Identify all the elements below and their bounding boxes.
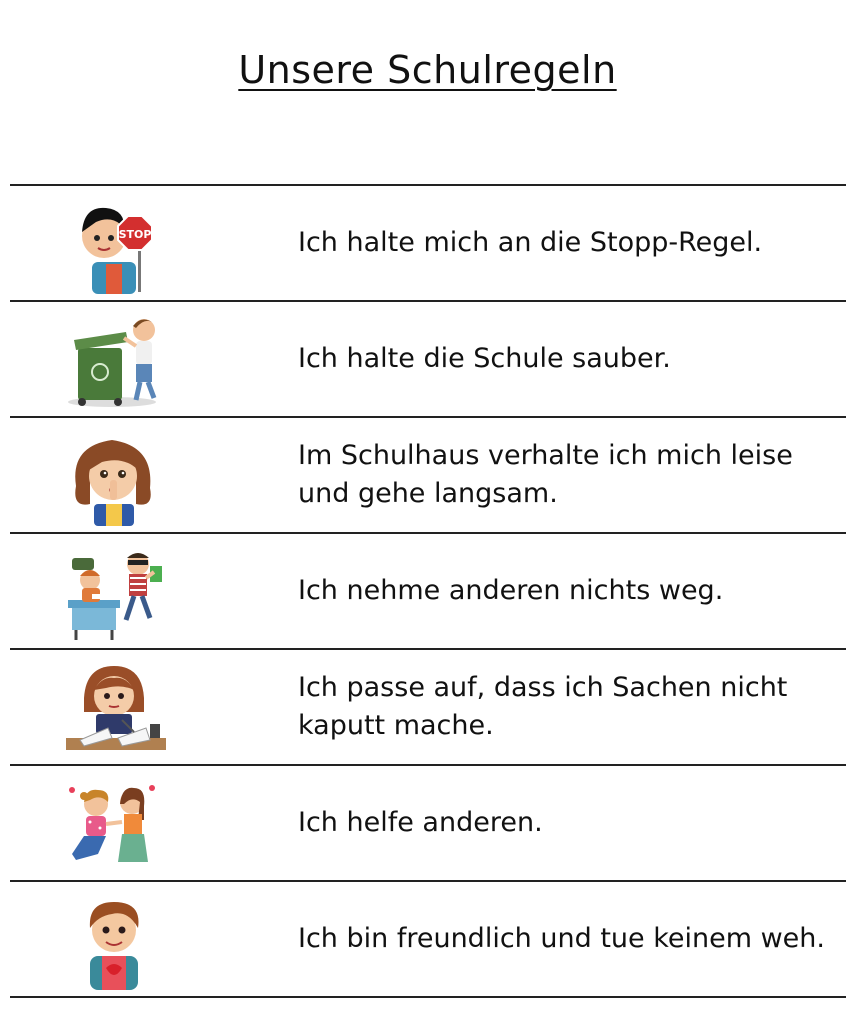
girl-shushing-icon bbox=[62, 426, 166, 526]
rule-text: Im Schulhaus verhalte ich mich leise und gehe langsam. bbox=[298, 440, 793, 509]
rule-text: Ich bin freundlich und tue keinem weh. bbox=[298, 923, 825, 954]
rule-row bbox=[10, 184, 846, 300]
child-holding-stop-sign-icon bbox=[62, 194, 166, 294]
rule-text: Ich passe auf, dass ich Sachen nicht kaputt mache. bbox=[298, 672, 788, 741]
rule-row bbox=[10, 764, 846, 880]
rule-text: Ich halte mich an die Stopp-Regel. bbox=[298, 227, 763, 258]
child-breaking-book-icon bbox=[62, 658, 166, 758]
rule-row bbox=[10, 416, 846, 532]
child-at-recycling-bin-icon bbox=[62, 310, 166, 410]
friendly-boy-icon bbox=[62, 890, 166, 990]
child-taking-things-icon bbox=[62, 542, 166, 642]
svg-text:STOP: STOP bbox=[118, 228, 152, 241]
children-helping-icon bbox=[62, 774, 166, 874]
rule-text: Ich halte die Schule sauber. bbox=[298, 343, 671, 374]
rules-list bbox=[10, 184, 846, 998]
page-title: Unsere Schulregeln bbox=[238, 48, 617, 92]
rule-row bbox=[10, 648, 846, 764]
rule-row bbox=[10, 300, 846, 416]
rule-text: Ich nehme anderen nichts weg. bbox=[298, 575, 724, 606]
rule-row bbox=[10, 532, 846, 648]
rule-text: Ich helfe anderen. bbox=[298, 807, 543, 838]
rule-row bbox=[10, 880, 846, 998]
